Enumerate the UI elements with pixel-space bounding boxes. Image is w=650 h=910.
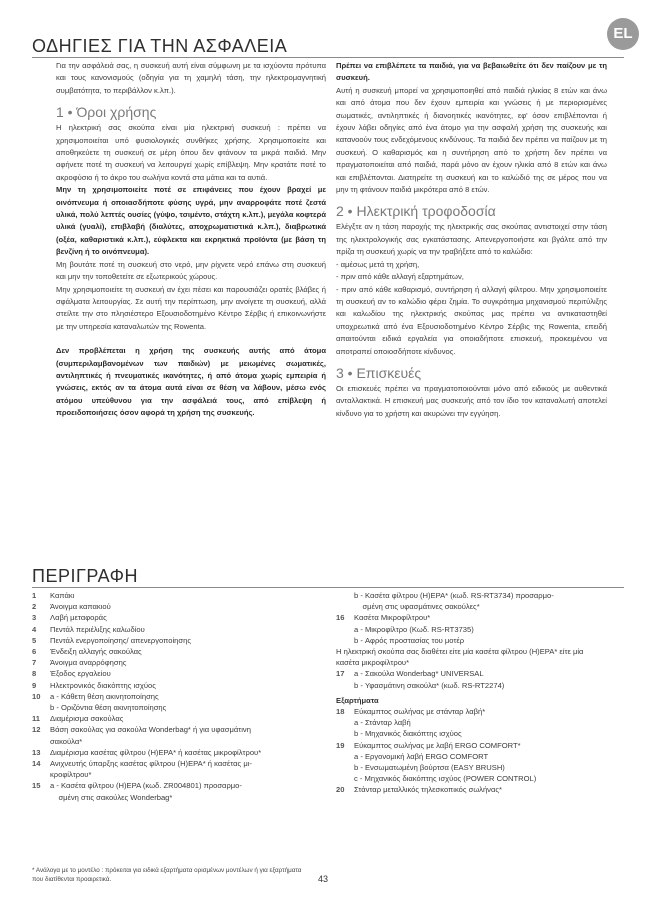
item-text: Βάση σακούλας για σακούλα Wonderbag* ή για υφασμάτινη [50, 725, 251, 735]
item-number: 8 [32, 669, 37, 679]
list-item [32, 758, 332, 769]
item-number: 10 [32, 691, 41, 701]
item-text: b - Κασέτα φίλτρου (Η)ΕΡΑ* (κωδ. RS-RT3734) προσαρμο- [354, 591, 554, 600]
item-text: Λαβή μεταφοράς [50, 613, 107, 623]
item-text: a - Κασέτα φίλτρου (Η)ΕΡΑ (κωδ. ZR004801) προσαρμο- [50, 781, 242, 791]
list-item [32, 747, 332, 758]
item-text: a - Μικροφίλτρο (Κωδ. RS-RT3735) [354, 624, 474, 634]
power-paragraph: Ελέγξτε αν η τάση παροχής της ηλεκτρικής σας σκούπας αντιστοιχεί στην τάση της ηλεκτρολογικής σας εγκατάστασης. Απενεργοποιήστε και βγάλτε από την πρίζα τη συσκευή χωρίς να την τραβήξετε από το καλώδιο: [336, 222, 607, 257]
section-heading-power: 2 • Ηλεκτρική τροφοδοσία [336, 203, 496, 220]
list-item [32, 680, 332, 691]
item-number [336, 762, 354, 773]
persons-warning-paragraph: Δεν προβλέπεται η χρήση της συσκευής αυτής από άτομα (συμπεριλαμβανομένων των παιδιών) με μειωμένες σωματικές, αντιληπτικές ή πνευματικές ικανότητες, ή από άτομα χωρίς εμπειρία ή γνώσεις, εκτός αν τα άτομα αυτά είναι σε θέση να λάβουν, μέσω ενός ατόμου υπεύθυνου για την ασφάλειά τους, από επίβλεψη ή προειδοποιήσεις όσον αφορά τη χρήση της συσκευής. [56, 346, 326, 418]
power-list-item: - πριν από κάθε καθαρισμό, συντήρηση ή αλλαγή φίλτρου. Μην χρησιμοποιείτε τη συσκευή αν το καλώδιο φέρει ζημία. Το συγκρότημα μηχανισμού περιτύλιξης και καλωδίου της ηλεκτρικής σκούπας μας πρέπει να αντικαταστηθεί υποχρεωτικά από ένα Εξουσιοδοτημένο Κέντρο Σέρβις της Rowenta, επειδή απαιτούνται ειδικά εργαλεία για οποιαδήποτε επισκευή, προκειμένου να αποτραπεί οποιοσδήποτε κίνδυνος. [336, 284, 607, 356]
item-number: 20 [336, 785, 345, 795]
list-item [336, 668, 626, 679]
list-item [336, 717, 626, 728]
item-number [336, 728, 354, 739]
power-list-item: - πριν από κάθε αλλαγή εξαρτημάτων, [336, 272, 464, 282]
list-item [336, 601, 626, 612]
item-text: b - Ενσωματωμένη βούρτσα (EASY BRUSH) [354, 763, 505, 773]
item-text: σακούλα* [50, 736, 83, 746]
item-number [336, 624, 354, 635]
item-number: 5 [32, 635, 37, 645]
item-text: κροφίλτρου* [50, 770, 92, 780]
item-text: c - Μηχανικός διακόπτης ισχύος (POWER CONTROL) [354, 774, 537, 784]
list-item [32, 736, 332, 747]
intro-paragraph: Για την ασφάλειά σας, η συσκευή αυτή είναι σύμφωνη με τα ισχύοντα πρότυπα και τους κανονισμούς (οδηγία για τη χαμηλή τάση, την ηλεκτρομαγνητική συμβατότητα, το περιβάλλον κ.λπ.). [56, 61, 326, 95]
list-item [32, 612, 332, 623]
list-item [336, 590, 626, 601]
item-number [32, 769, 50, 780]
item-text: Εύκαμπτος σωλήνας με στάνταρ λαβή* [354, 707, 486, 717]
item-number: 9 [32, 680, 37, 690]
item-text: Ηλεκτρονικός διακόπτης ισχύος [50, 680, 156, 690]
footnote: * Ανάλογα με το μοντέλο : πρόκειται για ειδικά εξαρτήματα ορισμένων μοντέλων ή για εξαρτήματα που διατίθενται προαιρετικά. [32, 867, 302, 883]
list-item [32, 646, 332, 657]
item-number: 15 [32, 781, 41, 791]
list-item [336, 784, 626, 795]
item-text: Καπάκι [50, 591, 75, 600]
repairs-paragraph: Οι επισκευές πρέπει να πραγματοποιούνται μόνο από ειδικούς με αυθεντικά ανταλλακτικά. Η επισκευή μας συσκευής από τον ίδιο τον καταναλωτή αποτελεί κίνδυνο για το χρήστη και ακυρώνει την εγγύηση. [336, 383, 607, 418]
list-item [336, 635, 626, 646]
list-item [336, 728, 626, 739]
item-text: b - Μηχανικός διακόπτης ισχύος [354, 729, 462, 739]
item-number: 12 [32, 725, 41, 735]
list-item [32, 724, 332, 735]
language-badge: EL [607, 18, 639, 50]
item-text: σμένη στις υφασμάτινες σακούλες* [354, 602, 480, 612]
list-item [336, 706, 626, 717]
filter-note: Η ηλεκτρική σκούπα σας διαθέτει είτε μία κασέτα φίλτρου (Η)ΕΡΑ* είτε μία κασέτα μικροφίλτρου* [336, 647, 584, 668]
list-item [336, 680, 626, 691]
children-paragraph: Αυτή η συσκευή μπορεί να χρησιμοποιηθεί από παιδιά ηλικίας 8 ετών και άνω και από άτομα που δεν έχουν εμπειρία και γνώσεις ή με περιορισμένες σωματικές, αντιληπτικές ή διανοητικές ικανότητες, εφ' όσον επιβλέπονται ή έχουν λάβει οδηγίες από ένα άτομο για την ασφαλή χρήση της συσκευής και κατανοούν τους ενδεχόμενους κινδύνους. Τα παιδιά δεν πρέπει να παίζουν με τη συσκευή. Ο καθαρισμός και η συντήρηση από το χρήστη δεν πρέπει να πραγματοποιείται από παιδιά, παρά μόνο αν έχουν ηλικία από 8 ετών και άνω και επιβλέπονται. Διατηρείτε τη συσκευή και το καλώδιό της σε μέρος που να μην τη φτάνουν παιδιά μικρότερα από 8 ετών. [336, 85, 607, 195]
item-text: a - Εργονομική λαβή ERGO COMFORT [354, 751, 489, 761]
list-item [32, 691, 332, 702]
item-text: a - Κάθετη θέση ακινητοποίησης [50, 691, 159, 701]
list-item [336, 612, 626, 623]
list-item [336, 624, 626, 635]
list-item [336, 740, 626, 751]
item-text: Άνοιγμα καπακιού [50, 602, 111, 612]
item-text: a - Στάνταρ λαβή [354, 718, 411, 728]
list-item [32, 601, 332, 612]
description-list-right [336, 590, 626, 796]
description-divider [32, 587, 624, 588]
usage-paragraph: Η ηλεκτρική σας σκούπα είναι μία ηλεκτρική συσκευή : πρέπει να χρησιμοποιείται υπό φυσιολογικές συνθήκες χρήσης. Χρησιμοποιείτε και αποθηκεύετε τη συσκευή σε μέρη όπου δεν φτάνουν τα μικρά παιδιά. Μην αφήνετε ποτέ τη συσκευή να λειτουργεί χωρίς επίβλεψη. Μην κρατάτε ποτέ το ακροφύσιο ή το άκρο του σωλήνα κοντά στα μάτια και τα αυτιά. [56, 123, 326, 182]
page-number: 43 [318, 874, 329, 884]
item-text: Κασέτα Μικροφίλτρου* [354, 613, 431, 623]
item-text: b - Οριζόντια θέση ακινητοποίησης [50, 703, 167, 713]
item-text: σμένη στις σακούλες Wonderbag* [50, 792, 173, 802]
item-number: 16 [336, 613, 345, 623]
item-text: Διαμέρισμα σακούλας [50, 714, 124, 724]
item-number [336, 680, 354, 691]
item-text: Ανιχνευτής ύπαρξης κασέτας φίλτρου (Η)ΕΡΑ* ή κασέτας μι- [50, 759, 252, 769]
list-item [32, 713, 332, 724]
left-column [56, 60, 326, 420]
children-warning: Πρέπει να επιβλέπετε τα παιδιά, για να βεβαιωθείτε ότι δεν παίζουν με τη συσκευή. [336, 61, 607, 83]
list-item [32, 624, 332, 635]
section-heading-usage: 1 • Όροι χρήσης [56, 104, 157, 121]
item-number: 2 [32, 602, 37, 612]
item-number: 19 [336, 740, 345, 750]
damage-paragraph: Μην χρησιμοποιείτε τη συσκευή αν έχει πέσει και παρουσιάζει ορατές βλάβες ή σφάλματα λειτουργίας. Σε αυτή την περίπτωση, μην ανοίγετε τη συσκευή, αλλά στείλτε την στο πλησιέστερο Εξουσιοδοτημένο Κέντρο Σέρβις ή επικοινωνήστε με την υπηρεσία καταναλωτών της Rowenta. [56, 284, 326, 331]
item-number: 18 [336, 707, 345, 717]
item-text: b - Αφρός προστασίας του μοτέρ [354, 635, 465, 645]
item-text: Πεντάλ ενεργοποίησης/ απενεργοποίησης [50, 635, 191, 645]
title-divider [32, 57, 624, 58]
item-text: b - Υφασμάτινη σακούλα* (κωδ. RS-RT2274) [354, 680, 505, 690]
list-item [336, 751, 626, 762]
list-item [32, 635, 332, 646]
list-item [32, 668, 332, 679]
power-list-item: - αμέσως μετά τη χρήση, [336, 259, 420, 269]
item-number: 6 [32, 647, 37, 657]
item-number: 17 [336, 669, 345, 679]
item-number [32, 736, 50, 747]
item-number: 7 [32, 658, 37, 668]
item-text: Έξοδος εργαλείου [50, 669, 111, 679]
right-column [336, 60, 607, 420]
description-title: ΠΕΡΙΓΡΑΦΗ [32, 566, 138, 586]
accessories-heading: Εξαρτήματα [336, 695, 379, 705]
list-item [32, 769, 332, 780]
list-item [336, 773, 626, 784]
item-number [32, 792, 50, 803]
list-item [32, 702, 332, 713]
warning-paragraph: Μην τη χρησιμοποιείτε ποτέ σε επιφάνειες που έχουν βραχεί με οινόπνευμα ή οποιασδήποτε φύσης υγρά, μην αναρροφάτε ποτέ ζεστά υλικά, πολύ λεπτές ουσίες (γύψο, τσιμέντο, στάχτη κ.λπ.), μεγάλα κοφτερά υλικά (γυαλί), επιβλαβή (διαλύτες, αποχρωματιστικά κ.λπ.), διαβρωτικά (οξέα, καθαριστικά κ.λπ.), εύφλεκτα και εκρηκτικά προϊόντα (με βάση τη βενζίνη ή το οινόπνευμα). [56, 185, 326, 257]
item-text: Εύκαμπτος σωλήνας με λαβή ERGO COMFORT* [354, 740, 521, 750]
item-text: Πεντάλ περιέλιξης καλωδίου [50, 624, 145, 634]
item-number [336, 601, 354, 612]
item-number: 14 [32, 759, 41, 769]
section-heading-repairs: 3 • Επισκευές [336, 364, 422, 381]
item-number [32, 702, 50, 713]
item-number: 11 [32, 714, 41, 724]
list-item [32, 657, 332, 668]
item-number [336, 773, 354, 784]
item-text: a - Σακούλα Wonderbag* UNIVERSAL [354, 669, 484, 679]
page-title: ΟΔΗΓΙΕΣ ΓΙΑ ΤΗΝ ΑΣΦΑΛΕΙΑ [32, 36, 288, 56]
item-number [336, 751, 354, 762]
description-list-left [32, 590, 332, 803]
item-number: 4 [32, 624, 37, 634]
list-item [336, 762, 626, 773]
item-number [336, 717, 354, 728]
list-item [32, 780, 332, 791]
item-number [336, 635, 354, 646]
list-item [32, 792, 332, 803]
item-text: Διαμέρισμα κασέτας φίλτρου (Η)ΕΡΑ* ή κασέτας μικροφίλτρου* [50, 747, 262, 757]
item-text: Ένδειξη αλλαγής σακούλας [50, 647, 142, 657]
item-number: 1 [32, 591, 37, 600]
item-number [336, 590, 354, 601]
list-item [32, 590, 332, 601]
item-text: Άνοιγμα αναρρόφησης [50, 658, 127, 668]
item-number: 13 [32, 747, 41, 757]
water-paragraph: Μη βουτάτε ποτέ τη συσκευή στο νερό, μην ρίχνετε νερό επάνω στη συσκευή και μην την τοποθετείτε σε εξωτερικούς χώρους. [56, 259, 326, 282]
item-text: Στάνταρ μεταλλικός τηλεσκοπικός σωλήνας* [354, 785, 502, 795]
item-number: 3 [32, 613, 37, 623]
